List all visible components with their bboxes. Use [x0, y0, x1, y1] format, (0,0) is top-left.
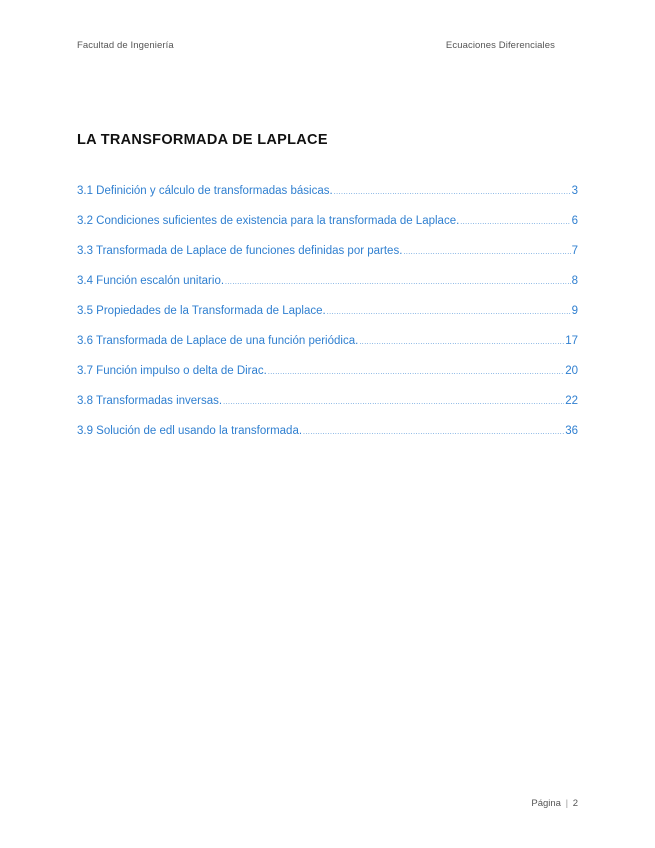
toc-entry[interactable] — [77, 335, 578, 355]
toc-page-number: 6 — [571, 215, 578, 227]
page-footer — [531, 798, 578, 809]
toc-entry-text: 3.3 Transformada de Laplace de funciones definidas por partes. — [77, 245, 403, 257]
toc-entry-text: 3.4 Función escalón unitario. — [77, 275, 225, 287]
footer-page-label: Página — [531, 798, 561, 809]
toc-dot-leader — [334, 189, 571, 196]
toc-dot-leader — [460, 219, 570, 226]
toc-entry[interactable] — [77, 275, 578, 295]
footer-page-number: 2 — [572, 798, 578, 809]
toc-page-number: 22 — [565, 395, 578, 407]
toc-dot-leader — [268, 369, 564, 376]
toc-entry[interactable] — [77, 185, 578, 205]
toc-entry[interactable] — [77, 365, 578, 385]
toc-dot-leader — [359, 339, 564, 346]
footer-separator: | — [565, 798, 569, 809]
document-title: LA TRANSFORMADA DE LAPLACE — [77, 132, 328, 148]
toc-page-number: 20 — [565, 365, 578, 377]
toc-entry-text: 3.2 Condiciones suficientes de existencia para la transformada de Laplace. — [77, 215, 460, 227]
header-faculty: Facultad de Ingeniería — [77, 40, 174, 51]
toc-page-number: 17 — [565, 335, 578, 347]
toc-entry[interactable] — [77, 395, 578, 415]
toc-dot-leader — [403, 249, 570, 256]
toc-page-number: 8 — [571, 275, 578, 287]
toc-entry-text: 3.5 Propiedades de la Transformada de Laplace. — [77, 305, 326, 317]
toc-entry-text: 3.7 Función impulso o delta de Dirac. — [77, 365, 267, 377]
toc-entry-text: 3.9 Solución de edl usando la transformada. — [77, 425, 303, 437]
toc-entry-text: 3.1 Definición y cálculo de transformadas básicas. — [77, 185, 333, 197]
header-course: Ecuaciones Diferenciales — [445, 40, 555, 51]
toc-page-number: 3 — [571, 185, 578, 197]
toc-page-number: 7 — [571, 245, 578, 257]
table-of-contents — [77, 185, 578, 455]
toc-entry-text: 3.8 Transformadas inversas. — [77, 395, 223, 407]
toc-entry[interactable] — [77, 245, 578, 265]
toc-entry[interactable] — [77, 305, 578, 325]
toc-dot-leader — [303, 429, 564, 436]
toc-entry[interactable] — [77, 425, 578, 445]
toc-dot-leader — [223, 399, 564, 406]
toc-dot-leader — [225, 279, 571, 286]
toc-entry[interactable] — [77, 215, 578, 235]
toc-dot-leader — [327, 309, 571, 316]
toc-entry-text: 3.6 Transformada de Laplace de una función periódica. — [77, 335, 359, 347]
toc-page-number: 9 — [571, 305, 578, 317]
toc-page-number: 36 — [565, 425, 578, 437]
